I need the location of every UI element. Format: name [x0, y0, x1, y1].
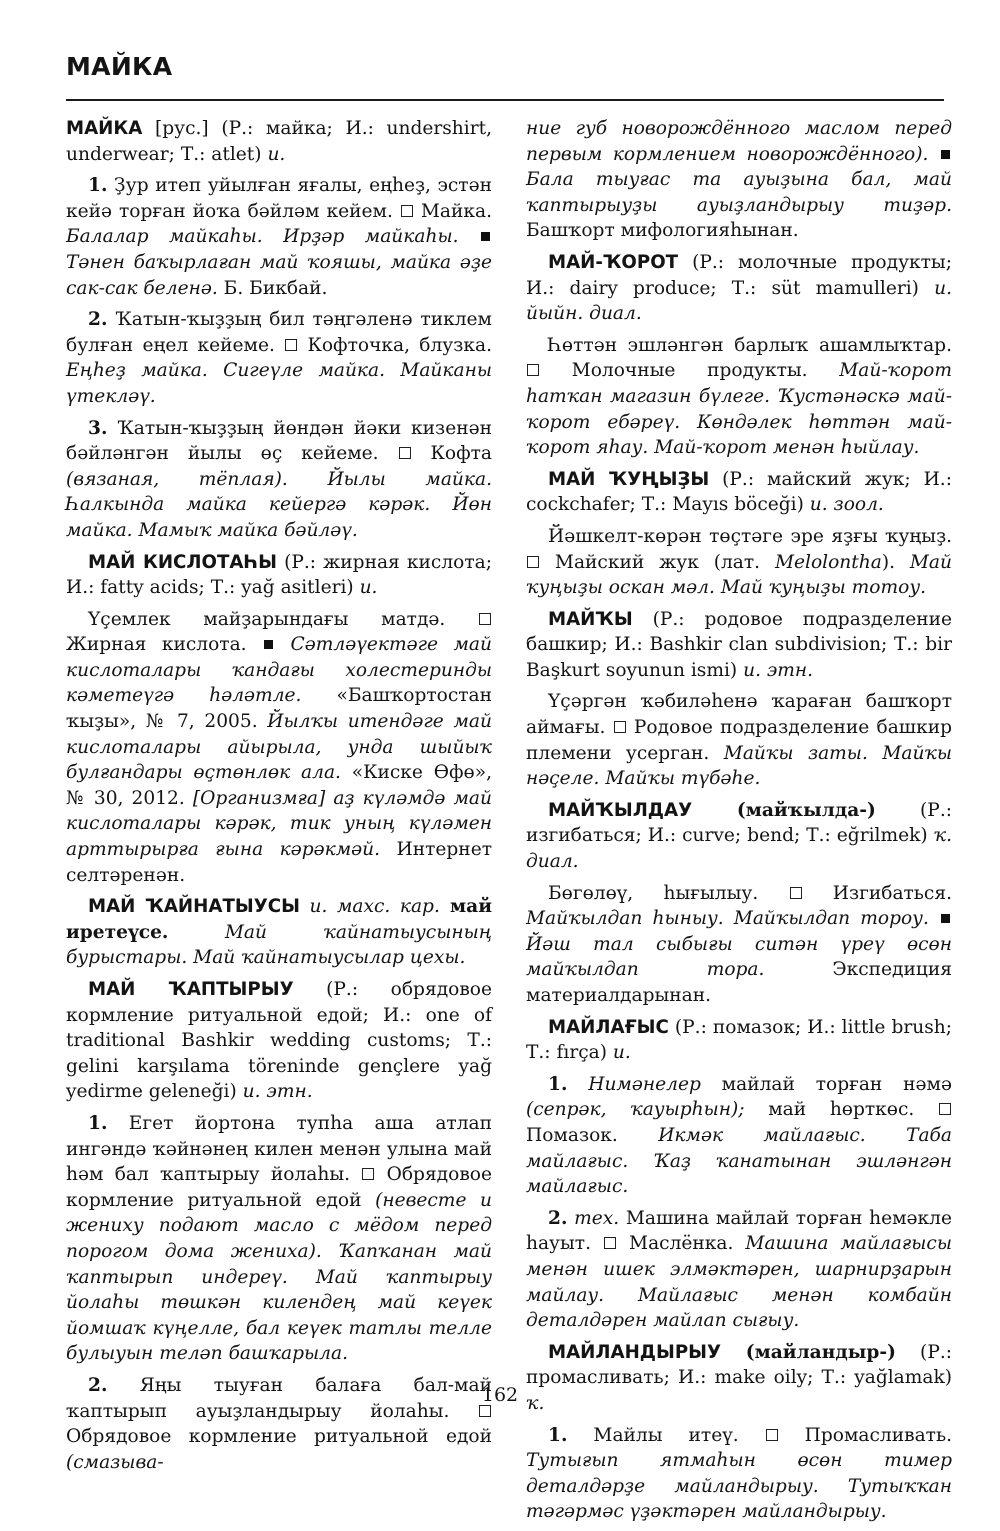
definition: Бөгөлөү, һығылыу. Изгибаться. Майҡылдап һыныу. Майҡылдап тороу. Йәш тал сыбығы ситән үреү өсөн майҡылдап тора. Экспедиция материалдарынан.	[526, 882, 952, 1006]
sense-1: 1. Егет йортона тупһа аша атлап ингәндә ҡәйнәнең килен менән улына май һәм бал ҡаптырыу йолаһы. Обрядовое кормление ритуальной едой (невесте и жениху подают масло с мёдом перед порогом дома жениха). Ҡапҡанан май ҡаптырып индереү. Май ҡаптырыу йолаһы төшкән килендең май кеүек йомшаҡ күңелле, бал кеүек татлы телле булыуын теләп башҡарыла.	[66, 1112, 492, 1365]
headword: МАЙКА	[66, 118, 143, 139]
square-outline-icon	[479, 613, 491, 625]
definition: Һөттән эшләнгән барлыҡ ашамлыҡтар. Молочные продукты. Май-ҡорот һатҡан магазин бүлеге. Ҡустәнәскә май-ҡорот ебәреү. Көндәлек һөттән май-ҡорот яһау. Май-ҡорот менән һыйлау.	[526, 334, 952, 459]
entry-mai-korot: МАЙ-ҠОРОТ (Р.: молочные продукты; И.: dairy produce; Т.: süt mamulleri) и. йыйн. диал.	[526, 251, 952, 325]
square-filled-icon	[481, 232, 490, 241]
headword: МАЙҠЫ	[548, 608, 633, 630]
headword: МАЙ ҠАПТЫРЫУ	[88, 979, 294, 1000]
definition: Үҫәргән ҡәбиләһенә ҡараған башҡорт аймағы. Родовое подразделение башкир племени усерган. Майҡы заты. Майҡы нәҫеле. Майҡы түбәһе.	[526, 691, 952, 790]
entry-maikyldau: МАЙҠЫЛДАУ (майҡылда-) (Р.: изгибаться; И.: curve; bend; Т.: eğrilmek) ҡ. диал.	[526, 799, 952, 873]
square-outline-icon	[362, 1168, 374, 1180]
sense-1: 1. Нимәнелер майлай торған нәмә (сепрәк, ҡауырһын); май һөрткөс. Помазок. Икмәк майлағыс. Таба майлағыс. Ҡаҙ ҡанатынан эшләнгән майлағыс.	[526, 1073, 952, 1198]
entry-mai-kunyzy: МАЙ ҠУҢЫҘЫ (Р.: майский жук; И.: cockchafer; Т.: Mayıs böceği) и. зоол.	[526, 468, 952, 516]
running-head: МАЙКА	[66, 52, 173, 81]
entry-mai-kaptyryu: МАЙ ҠАПТЫРЫУ (Р.: обрядовое кормление ритуальной едой; И.: one of traditional Bashkir wedding customs; Т.: gelini karşılama töreninde gençlere yağ yedirme geleneği) и. этн.	[66, 979, 492, 1103]
definition: Йәшкелт-көрән төҫтәге эре яҙғы ҡуңыҙ. Майский жук (лат. Melolontha). Май ҡуңыҙы оскан мәл. Май ҡуңыҙы тотоу.	[526, 525, 952, 599]
headword: МАЙЛАНДЫРЫУ	[548, 1341, 722, 1363]
square-outline-icon	[614, 721, 626, 733]
continuation: ние губ новорождённого маслом перед первым кормлением новорождённого). Бала тыуғас та ауыҙына бал, май ҡаптырыуҙы ауыҙландырыу тиҙәр. Башҡорт мифологияһынан.	[526, 118, 952, 242]
entry-mailandyryu: МАЙЛАНДЫРЫУ (майландыр-) (Р.: промасливать; И.: make oily; Т.: yağlamak) ҡ.	[526, 1341, 952, 1414]
square-outline-icon	[790, 887, 802, 899]
entry-maika: МАЙКА [рус.] (Р.: майка; И.: undershirt, underwear; Т.: atlet) и.	[66, 118, 492, 165]
page-number: 162	[481, 1384, 519, 1406]
sense-1: 1. Майлы итеү. Промасливать. Тутығып ятмаһын өсөн тимер деталдәрҙе майландырыу. Тутыҡҡан тәгәрмәс үҙәктәрен майландырыу.	[526, 1424, 952, 1523]
sense-2: 2. Яңы тыуған балаға бал-май ҡаптырып ауыҙландырыу йолаһы. Обрядовое кормление ритуальной едой (смазыва-	[66, 1374, 492, 1473]
square-filled-icon	[941, 914, 950, 923]
entry-maiky: МАЙҠЫ (Р.: родовое подразделение башкир; И.: Bashkir clan subdivision; Т.: bir Başkurt soyunun ismi) и. этн.	[526, 608, 952, 681]
sense-2: 2. Ҡатын-ҡыҙҙың бил тәңгәленә тиклем булған еңел кейеме. Кофточка, блузка. Еңһеҙ майка. Сигеүле майка. Майканы үтекләү.	[66, 309, 492, 407]
entry-mailagys: МАЙЛАҒЫС (Р.: помазок; И.: little brush; Т.: fırça) и.	[526, 1016, 952, 1064]
square-outline-icon	[399, 447, 411, 459]
headword: МАЙ-ҠОРОТ	[548, 251, 679, 273]
sense-1: 1. Ҙур итеп уйылған яғалы, еңһеҙ, эстән кейә торған йоҡа бәйләм кейем. Майка. Балалар майкаһы. Ирҙәр майкаһы. Тәнен баҡырлаған май ҡояшы, майка әҙе сак-сак беленә. Б. Бикбай.	[66, 175, 493, 299]
square-outline-icon	[604, 1237, 616, 1249]
sense-3: 3. Ҡатын-ҡыҙҙың йөндән йәки кизенән бәйләнгән йылы өҫ кейеме. Кофта (вязаная, тёплая). Йылы майка. Һалкында майка кейергә кәрәк. Йөн майка. Мамыҡ майка бәйләү.	[66, 417, 493, 541]
entry-mai-kainatyusy: МАЙ ҠАЙНАТЫУСЫ и. махс. кар. май иретеүсе. Май ҡайнатыусының бурыстары. Май ҡайнатыусылар цехы.	[66, 896, 492, 969]
header-rule	[66, 99, 944, 101]
entry-mai-kislotahy: МАЙ КИСЛОТАҺЫ (Р.: жирная кислота; И.: fatty acids; Т.: yağ asitleri) и.	[66, 551, 492, 599]
right-column	[526, 116, 952, 1531]
definition: Үҫемлек майҙарындағы матдә. Жирная кислота. Сәтләүектәге май кислоталары ҡандағы холестеринды кәметеүгә һәләтле. «Башҡортостан ҡыҙы», № 7, 2005. Йылҡы итендәге май кислоталары айырыла, унда шыйыҡ булғандары өҫтөнлөк ала. «Киске Өфө», № 30, 2012. [Организмға] аҙ күләмдә май кислоталары кәрәк, тик уның күләмен арттырырға ғына кәрәкмәй. Интернет селтәренән.	[66, 608, 493, 886]
square-outline-icon	[285, 339, 297, 351]
headword: МАЙ КИСЛОТАҺЫ	[88, 551, 277, 573]
square-filled-icon	[264, 640, 273, 649]
square-outline-icon	[939, 1103, 951, 1115]
square-outline-icon	[479, 1405, 491, 1417]
square-outline-icon	[527, 364, 539, 376]
headword: МАЙ ҠАЙНАТЫУСЫ	[88, 896, 300, 918]
left-column	[66, 116, 492, 1481]
square-outline-icon	[401, 205, 413, 217]
headword: МАЙЛАҒЫС	[548, 1016, 669, 1038]
square-filled-icon	[941, 150, 950, 159]
headword: МАЙ ҠУҢЫҘЫ	[548, 468, 710, 490]
square-outline-icon	[527, 556, 539, 568]
headword: МАЙҠЫЛДАУ	[548, 799, 693, 821]
sense-2: 2. тех. Машина майлай торған һемәкле һауыт. Маслёнка. Машина майлағысы менән ишек элмәктәрен, шарнирҙарын майлау. Майлағыс менән комбайн деталдәрен майлап сығыу.	[526, 1207, 952, 1332]
square-outline-icon	[766, 1429, 778, 1441]
